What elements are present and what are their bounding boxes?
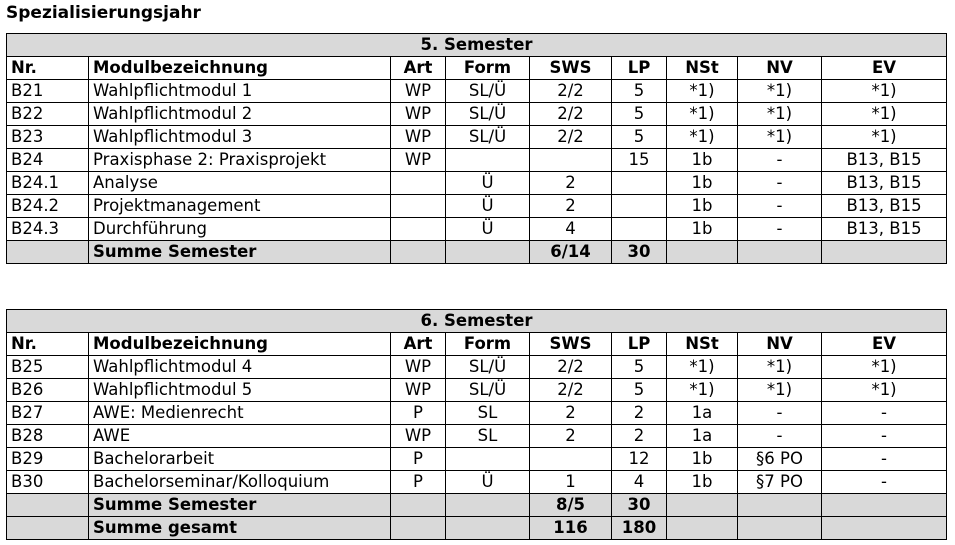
cell-nr: B30 bbox=[7, 471, 89, 494]
cell-modulbezeichnung: Wahlpflichtmodul 4 bbox=[89, 356, 391, 379]
sum-empty-cell bbox=[7, 494, 89, 517]
sum-label: Summe Semester bbox=[89, 494, 391, 517]
cell-nv: *1) bbox=[738, 103, 822, 126]
cell-sws: 2/2 bbox=[530, 103, 612, 126]
cell-nr: B23 bbox=[7, 126, 89, 149]
table-row bbox=[7, 356, 947, 379]
cell-nr: B24 bbox=[7, 149, 89, 172]
cell-sws: 2 bbox=[530, 402, 612, 425]
cell-nst: *1) bbox=[667, 126, 738, 149]
cell-art: WP bbox=[391, 149, 446, 172]
cell-nv: - bbox=[738, 195, 822, 218]
cell-art: P bbox=[391, 402, 446, 425]
cell-lp: 12 bbox=[612, 448, 667, 471]
table-row bbox=[7, 471, 947, 494]
cell-lp: 5 bbox=[612, 80, 667, 103]
sum-empty-cell bbox=[391, 241, 446, 264]
cell-nr: B24.1 bbox=[7, 172, 89, 195]
column-header-modulbezeichnung: Modulbezeichnung bbox=[89, 333, 391, 356]
semester-5-table bbox=[6, 33, 947, 264]
cell-sws: 1 bbox=[530, 471, 612, 494]
sum-sws: 6/14 bbox=[530, 241, 612, 264]
cell-ev: - bbox=[822, 425, 947, 448]
cell-ev: B13, B15 bbox=[822, 195, 947, 218]
cell-lp: 2 bbox=[612, 425, 667, 448]
sum-row bbox=[7, 494, 947, 517]
column-header-art: Art bbox=[391, 57, 446, 80]
cell-art: WP bbox=[391, 80, 446, 103]
cell-lp bbox=[612, 172, 667, 195]
table-row bbox=[7, 172, 947, 195]
cell-nv: - bbox=[738, 149, 822, 172]
cell-nr: B29 bbox=[7, 448, 89, 471]
cell-art: WP bbox=[391, 379, 446, 402]
cell-nst: 1b bbox=[667, 195, 738, 218]
sum-label: Summe gesamt bbox=[89, 517, 391, 540]
cell-modulbezeichnung: Bachelorarbeit bbox=[89, 448, 391, 471]
cell-nr: B26 bbox=[7, 379, 89, 402]
cell-sws: 4 bbox=[530, 218, 612, 241]
cell-lp: 5 bbox=[612, 126, 667, 149]
cell-art: WP bbox=[391, 425, 446, 448]
cell-sws: 2 bbox=[530, 425, 612, 448]
cell-nst: 1b bbox=[667, 448, 738, 471]
table-row bbox=[7, 425, 947, 448]
cell-lp: 5 bbox=[612, 356, 667, 379]
cell-nv: §6 PO bbox=[738, 448, 822, 471]
cell-modulbezeichnung: Wahlpflichtmodul 2 bbox=[89, 103, 391, 126]
cell-ev: *1) bbox=[822, 379, 947, 402]
table-row bbox=[7, 402, 947, 425]
cell-modulbezeichnung: Wahlpflichtmodul 1 bbox=[89, 80, 391, 103]
cell-nr: B28 bbox=[7, 425, 89, 448]
cell-nr: B24.2 bbox=[7, 195, 89, 218]
cell-nv: *1) bbox=[738, 126, 822, 149]
column-header-nst: NSt bbox=[667, 57, 738, 80]
table-row bbox=[7, 103, 947, 126]
cell-modulbezeichnung: Bachelorseminar/Kolloquium bbox=[89, 471, 391, 494]
cell-sws: 2/2 bbox=[530, 356, 612, 379]
cell-nv: - bbox=[738, 218, 822, 241]
column-header-art: Art bbox=[391, 333, 446, 356]
sum-empty-cell bbox=[738, 517, 822, 540]
semester-title-row bbox=[7, 34, 947, 57]
cell-form: SL/Ü bbox=[446, 379, 530, 402]
column-header-sws: SWS bbox=[530, 57, 612, 80]
cell-sws: 2 bbox=[530, 172, 612, 195]
cell-lp: 4 bbox=[612, 471, 667, 494]
cell-art: WP bbox=[391, 126, 446, 149]
cell-ev: *1) bbox=[822, 126, 947, 149]
cell-ev: - bbox=[822, 448, 947, 471]
sum-label: Summe Semester bbox=[89, 241, 391, 264]
sum-row bbox=[7, 241, 947, 264]
column-header-modulbezeichnung: Modulbezeichnung bbox=[89, 57, 391, 80]
sum-lp: 180 bbox=[612, 517, 667, 540]
sum-sws: 116 bbox=[530, 517, 612, 540]
cell-nv: §7 PO bbox=[738, 471, 822, 494]
cell-nst: *1) bbox=[667, 379, 738, 402]
cell-nst: 1b bbox=[667, 149, 738, 172]
cell-modulbezeichnung: Praxisphase 2: Praxisprojekt bbox=[89, 149, 391, 172]
column-header-nv: NV bbox=[738, 333, 822, 356]
column-header-nst: NSt bbox=[667, 333, 738, 356]
semester-title: 6. Semester bbox=[7, 310, 947, 333]
cell-form: SL/Ü bbox=[446, 356, 530, 379]
table-row bbox=[7, 126, 947, 149]
sum-empty-cell bbox=[667, 494, 738, 517]
cell-modulbezeichnung: AWE: Medienrecht bbox=[89, 402, 391, 425]
cell-lp: 2 bbox=[612, 402, 667, 425]
table-row bbox=[7, 218, 947, 241]
column-header-sws: SWS bbox=[530, 333, 612, 356]
semester-title-row bbox=[7, 310, 947, 333]
cell-nv: *1) bbox=[738, 379, 822, 402]
cell-nv: - bbox=[738, 172, 822, 195]
cell-form: Ü bbox=[446, 471, 530, 494]
column-header-lp: LP bbox=[612, 333, 667, 356]
sum-empty-cell bbox=[7, 241, 89, 264]
cell-nst: 1b bbox=[667, 218, 738, 241]
sum-empty-cell bbox=[738, 241, 822, 264]
semester-title: 5. Semester bbox=[7, 34, 947, 57]
cell-form bbox=[446, 149, 530, 172]
cell-nst: *1) bbox=[667, 103, 738, 126]
cell-form: Ü bbox=[446, 195, 530, 218]
cell-ev: - bbox=[822, 471, 947, 494]
cell-modulbezeichnung: Durchführung bbox=[89, 218, 391, 241]
sum-empty-cell bbox=[391, 494, 446, 517]
header-row bbox=[7, 57, 947, 80]
cell-form: SL bbox=[446, 402, 530, 425]
cell-ev: B13, B15 bbox=[822, 218, 947, 241]
column-header-lp: LP bbox=[612, 57, 667, 80]
cell-nst: 1b bbox=[667, 172, 738, 195]
cell-ev: B13, B15 bbox=[822, 172, 947, 195]
cell-sws bbox=[530, 448, 612, 471]
table-row bbox=[7, 149, 947, 172]
cell-lp: 5 bbox=[612, 379, 667, 402]
cell-form: SL/Ü bbox=[446, 103, 530, 126]
cell-sws: 2 bbox=[530, 195, 612, 218]
cell-form bbox=[446, 448, 530, 471]
cell-nv: - bbox=[738, 425, 822, 448]
cell-ev: *1) bbox=[822, 80, 947, 103]
sum-empty-cell bbox=[822, 494, 947, 517]
cell-art: P bbox=[391, 448, 446, 471]
column-header-nr: Nr. bbox=[7, 57, 89, 80]
sum-empty-cell bbox=[667, 241, 738, 264]
cell-nr: B21 bbox=[7, 80, 89, 103]
page-heading: Spezialisierungsjahr bbox=[6, 3, 201, 23]
cell-art bbox=[391, 195, 446, 218]
cell-nr: B24.3 bbox=[7, 218, 89, 241]
column-header-form: Form bbox=[446, 57, 530, 80]
cell-lp bbox=[612, 195, 667, 218]
cell-ev: *1) bbox=[822, 103, 947, 126]
table-row bbox=[7, 448, 947, 471]
table-row bbox=[7, 195, 947, 218]
column-header-ev: EV bbox=[822, 57, 947, 80]
cell-modulbezeichnung: Projektmanagement bbox=[89, 195, 391, 218]
cell-art bbox=[391, 218, 446, 241]
column-header-nv: NV bbox=[738, 57, 822, 80]
column-header-nr: Nr. bbox=[7, 333, 89, 356]
cell-art: WP bbox=[391, 356, 446, 379]
cell-lp bbox=[612, 218, 667, 241]
cell-nst: 1b bbox=[667, 471, 738, 494]
cell-nv: *1) bbox=[738, 80, 822, 103]
cell-nst: *1) bbox=[667, 80, 738, 103]
sum-empty-cell bbox=[7, 517, 89, 540]
cell-art bbox=[391, 172, 446, 195]
sum-empty-cell bbox=[822, 241, 947, 264]
table-row bbox=[7, 80, 947, 103]
cell-modulbezeichnung: Wahlpflichtmodul 5 bbox=[89, 379, 391, 402]
cell-lp: 5 bbox=[612, 103, 667, 126]
cell-sws: 2/2 bbox=[530, 379, 612, 402]
sum-empty-cell bbox=[822, 517, 947, 540]
cell-form: SL/Ü bbox=[446, 126, 530, 149]
table-row bbox=[7, 379, 947, 402]
cell-modulbezeichnung: Analyse bbox=[89, 172, 391, 195]
sum-empty-cell bbox=[446, 517, 530, 540]
sum-empty-cell bbox=[667, 517, 738, 540]
cell-nst: *1) bbox=[667, 356, 738, 379]
sum-lp: 30 bbox=[612, 241, 667, 264]
cell-modulbezeichnung: Wahlpflichtmodul 3 bbox=[89, 126, 391, 149]
sum-lp: 30 bbox=[612, 494, 667, 517]
cell-art: WP bbox=[391, 103, 446, 126]
cell-nv: - bbox=[738, 402, 822, 425]
sum-empty-cell bbox=[446, 494, 530, 517]
cell-form: Ü bbox=[446, 218, 530, 241]
cell-nst: 1a bbox=[667, 402, 738, 425]
sum-empty-cell bbox=[446, 241, 530, 264]
header-row bbox=[7, 333, 947, 356]
cell-form: SL/Ü bbox=[446, 80, 530, 103]
sum-empty-cell bbox=[738, 494, 822, 517]
cell-nv: *1) bbox=[738, 356, 822, 379]
cell-art: P bbox=[391, 471, 446, 494]
cell-ev: B13, B15 bbox=[822, 149, 947, 172]
cell-ev: *1) bbox=[822, 356, 947, 379]
cell-nr: B27 bbox=[7, 402, 89, 425]
cell-sws: 2/2 bbox=[530, 80, 612, 103]
cell-sws bbox=[530, 149, 612, 172]
column-header-ev: EV bbox=[822, 333, 947, 356]
cell-sws: 2/2 bbox=[530, 126, 612, 149]
cell-ev: - bbox=[822, 402, 947, 425]
column-header-form: Form bbox=[446, 333, 530, 356]
cell-modulbezeichnung: AWE bbox=[89, 425, 391, 448]
cell-nr: B25 bbox=[7, 356, 89, 379]
cell-nr: B22 bbox=[7, 103, 89, 126]
sum-empty-cell bbox=[391, 517, 446, 540]
sum-row bbox=[7, 517, 947, 540]
semester-6-table bbox=[6, 309, 947, 540]
cell-nst: 1a bbox=[667, 425, 738, 448]
cell-form: Ü bbox=[446, 172, 530, 195]
cell-lp: 15 bbox=[612, 149, 667, 172]
cell-form: SL bbox=[446, 425, 530, 448]
sum-sws: 8/5 bbox=[530, 494, 612, 517]
